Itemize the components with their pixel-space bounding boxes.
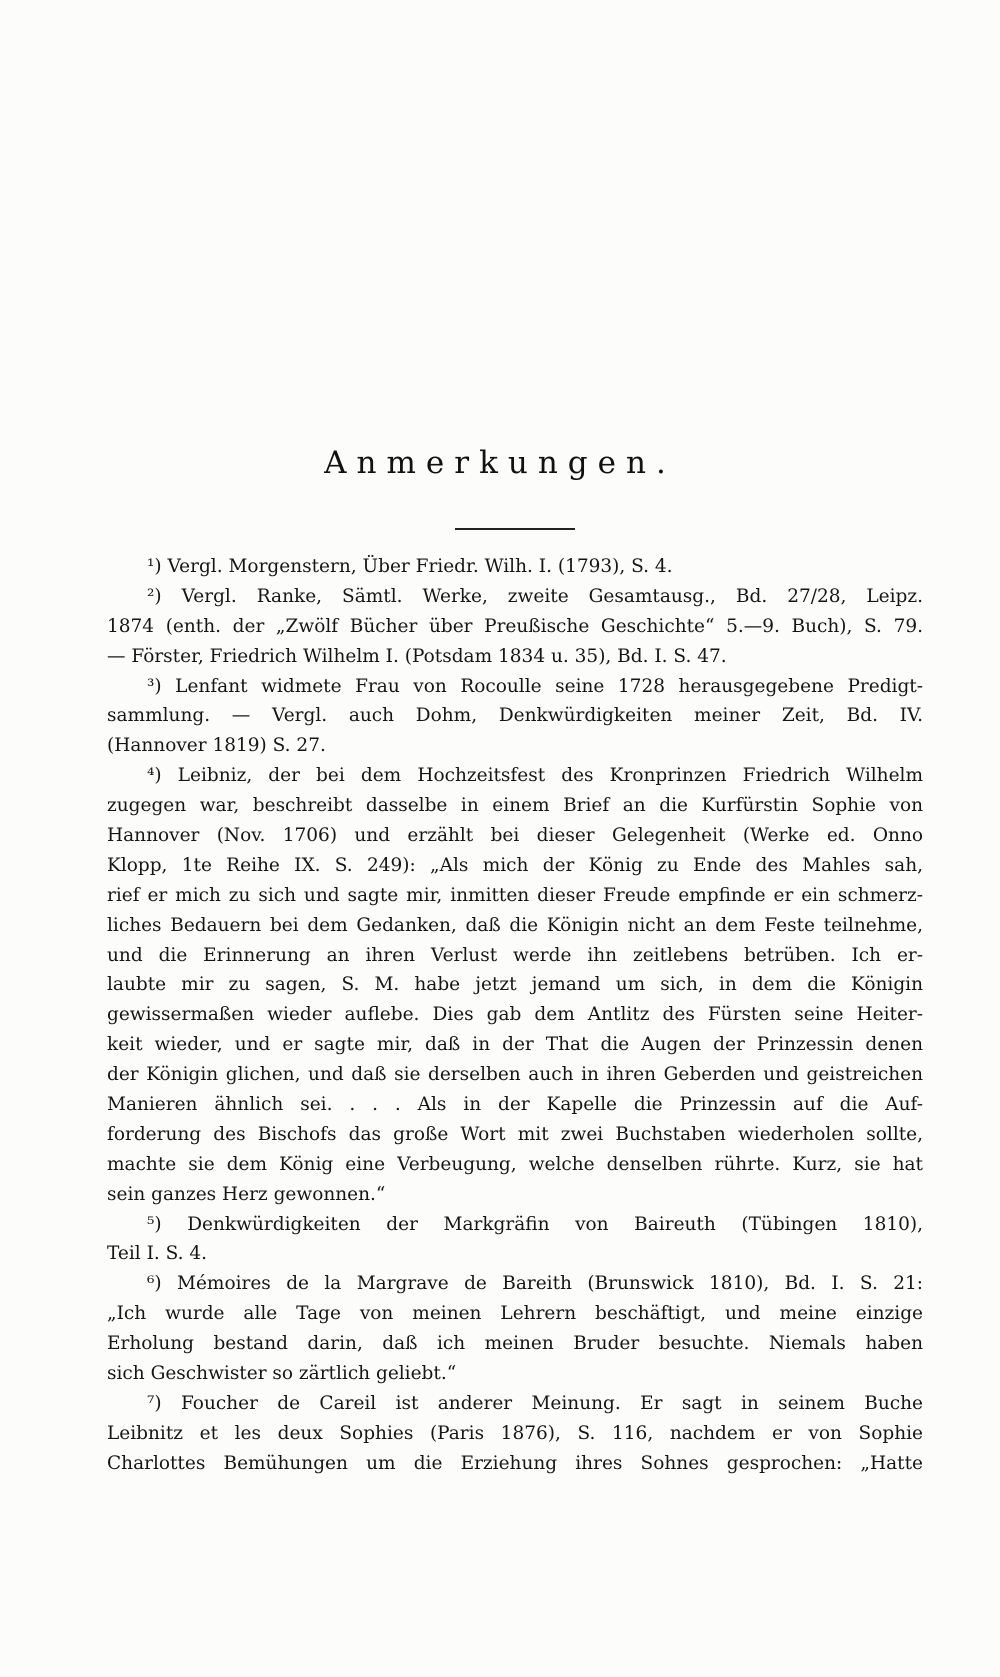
note-1-line-1: ¹) Vergl. Morgenstern, Über Friedr. Wilh. I. (1793), S. 4. <box>147 556 673 577</box>
note-4-line-15: sein ganzes Herz gewonnen.“ <box>107 1183 386 1205</box>
note-5-line-1: ⁵) Denkwürdigkeiten der Markgräfin von Baireuth (Tübingen 1810), <box>147 1213 923 1235</box>
note-7-line-3: Charlottes Bemühungen um die Erziehung ihres Sohnes gesprochen: „Hatte <box>107 1452 923 1474</box>
note-2-line-3: — Förster, Friedrich Wilhelm I. (Potsdam 1834 u. 35), Bd. I. S. 47. <box>107 645 727 667</box>
note-4-line-14: machte sie dem König eine Verbeugung, welche denselben rührte. Kurz, sie hat <box>107 1153 923 1175</box>
note-4-line-7: und die Erinnerung an ihren Verlust werde ihn zeitlebens betrüben. Ich er- <box>107 944 923 966</box>
note-4-line-4: Klopp, 1te Reihe IX. S. 249): „Als mich der König zu Ende des Mahles sah, <box>107 854 923 876</box>
note-7-line-1: ⁷) Foucher de Careil ist anderer Meinung. Er sagt in seinem Buche <box>147 1392 923 1414</box>
note-4-line-12: Manieren ähnlich sei. . . . Als in der Kapelle die Prinzessin auf die Auf- <box>107 1094 923 1116</box>
footnotes-body <box>107 552 923 1479</box>
note-4-line-3: Hannover (Nov. 1706) und erzählt bei dieser Gelegenheit (Werke ed. Onno <box>107 825 923 847</box>
note-4-line-1: ⁴) Leibniz, der bei dem Hochzeitsfest des Kronprinzen Friedrich Wilhelm <box>147 765 923 787</box>
note-2-line-1: ²) Vergl. Ranke, Sämtl. Werke, zweite Gesamtausg., Bd. 27/28, Leipz. <box>147 585 923 607</box>
note-3-line-3: (Hannover 1819) S. 27. <box>107 735 326 757</box>
note-4-line-2: zugegen war, beschreibt dasselbe in einem Brief an die Kurfürstin Sophie von <box>107 795 923 817</box>
note-6-line-1: ⁶) Mémoires de la Margrave de Bareith (Brunswick 1810), Bd. I. S. 21: <box>147 1273 923 1295</box>
note-4-line-6: liches Bedauern bei dem Gedanken, daß die Königin nicht an dem Feste teilnehme, <box>107 914 923 936</box>
note-5-line-2: Teil I. S. 4. <box>107 1243 208 1265</box>
note-2-line-2: 1874 (enth. der „Zwölf Bücher über Preußische Geschichte“ 5.—9. Buch), S. 79. <box>107 615 923 637</box>
note-4-line-10: keit wieder, und er sagte mir, daß in der That die Augen der Prinzessin denen <box>107 1034 923 1056</box>
page-title: Anmerkungen. <box>324 445 676 481</box>
note-7-line-2: Leibnitz et les deux Sophies (Paris 1876), S. 116, nachdem er von Sophie <box>107 1422 923 1444</box>
title-rule <box>455 528 575 530</box>
note-4-line-11: der Königin glichen, und daß sie derselben auch in ihren Geberden und geistreichen <box>107 1064 923 1086</box>
note-4-line-8: laubte mir zu sagen, S. M. habe jetzt jemand um sich, in dem die Königin <box>107 974 923 996</box>
note-3-line-1: ³) Lenfant widmete Frau von Rocoulle seine 1728 herausgegebene Predigt- <box>147 675 923 697</box>
note-3-line-2: sammlung. — Vergl. auch Dohm, Denkwürdigkeiten meiner Zeit, Bd. IV. <box>107 705 923 727</box>
note-4-line-9: gewissermaßen wieder auflebe. Dies gab dem Antlitz des Fürsten seine Heiter- <box>107 1004 923 1026</box>
note-6-line-2: „Ich wurde alle Tage von meinen Lehrern beschäftigt, und meine einzige <box>107 1303 923 1325</box>
note-6-line-4: sich Geschwister so zärtlich geliebt.“ <box>107 1363 457 1385</box>
note-4-line-13: forderung des Bischofs das große Wort mit zwei Buchstaben wiederholen sollte, <box>107 1123 923 1145</box>
note-6-line-3: Erholung bestand darin, daß ich meinen Bruder besuchte. Niemals haben <box>107 1333 923 1355</box>
note-4-line-5: rief er mich zu sich und sagte mir, inmitten dieser Freude empfinde er ein schmerz- <box>107 884 923 906</box>
